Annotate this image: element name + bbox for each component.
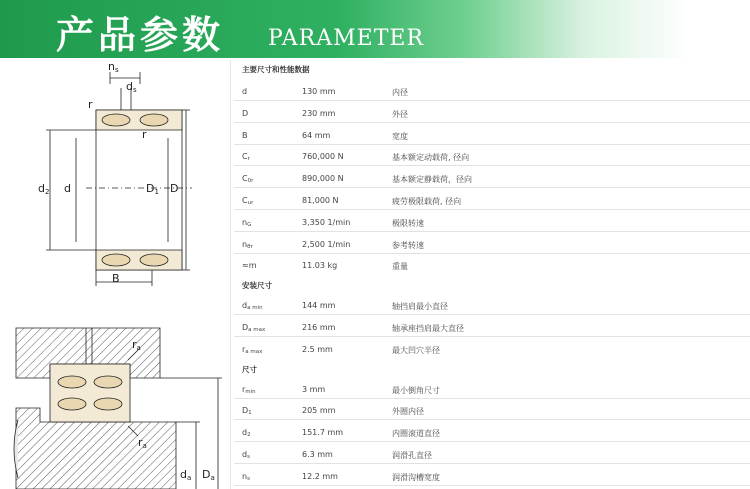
param-value: 205 mm: [302, 406, 336, 416]
table-row: [234, 443, 750, 464]
table-row: [234, 211, 750, 232]
param-symbol: $d_2$: [242, 428, 251, 439]
param-symbol: $C_{ur}$: [242, 196, 254, 206]
table-row: [234, 399, 750, 420]
label-d2: d2: [38, 182, 50, 196]
param-description: 外径: [392, 109, 408, 119]
section-title: 尺寸: [242, 364, 257, 374]
table-row: [234, 80, 750, 101]
param-symbol: $D_1$: [242, 406, 252, 417]
param-description: 内径: [392, 88, 408, 97]
param-value: 11.03 kg: [302, 261, 338, 271]
param-symbol: $d_{a min}$: [242, 301, 263, 312]
label-Da: Da: [202, 468, 215, 482]
table-row: [234, 102, 750, 123]
label-ds: ds: [126, 80, 137, 94]
param-value: 2,500 1/min: [302, 239, 351, 249]
param-symbol: $r_{a max}$: [242, 344, 263, 355]
param-value: 890,000 N: [302, 174, 344, 184]
table-row: [234, 338, 750, 359]
table-row: [234, 167, 750, 188]
param-description: 基本额定静载荷，径向: [392, 175, 472, 185]
param-symbol: $C_r$: [242, 152, 250, 163]
param-description: 润滑孔直径: [392, 451, 432, 460]
header-banner: [0, 0, 750, 58]
label-da: da: [180, 468, 192, 482]
table-row: [234, 124, 750, 145]
section-title: 安装尺寸: [242, 281, 272, 291]
param-value: 130 mm: [302, 87, 336, 96]
param-value: 64 mm: [302, 130, 331, 140]
param-symbol: $n_s$: [242, 471, 250, 482]
param-description: 外圈内径: [392, 407, 424, 417]
table-row: [234, 189, 750, 210]
page-subtitle: PARAMETER: [268, 26, 425, 51]
label-D: D: [170, 182, 179, 195]
param-value: 3 mm: [302, 384, 326, 394]
param-description: 宽度: [392, 131, 408, 141]
param-description: 基本额定动载荷, 径向: [392, 153, 470, 163]
param-symbol: $n_{\theta r}$: [242, 239, 253, 250]
param-symbol: $D_{a max}$: [242, 323, 266, 333]
param-symbol: D: [242, 108, 249, 118]
param-symbol: $r_{min}$: [242, 384, 256, 395]
label-r-top: r: [88, 98, 93, 111]
param-value: 760,000 N: [302, 152, 344, 162]
table-row: [234, 316, 750, 337]
param-description: 参考转速: [392, 240, 424, 250]
table-row: [234, 421, 750, 442]
param-description: 轴承座挡肩最大直径: [392, 324, 464, 333]
param-symbol: B: [242, 130, 248, 140]
section-title: 主要尺寸和性能数据: [242, 65, 310, 74]
param-description: 极限转速: [392, 218, 424, 228]
param-symbol: ≈m: [242, 261, 257, 271]
label-ns: ns: [108, 60, 119, 74]
table-row: [234, 378, 750, 399]
table-row: [234, 233, 750, 254]
param-value: 3,350 1/min: [302, 217, 351, 227]
param-description: 疲劳极限载荷, 径向: [392, 197, 462, 206]
table-row: [234, 465, 750, 486]
label-r-side: r: [142, 128, 147, 141]
page-title: 产品参数: [56, 13, 225, 57]
label-ra-top: ra: [132, 338, 141, 352]
param-value: 144 mm: [302, 301, 336, 311]
param-symbol: $n_G$: [242, 217, 252, 228]
param-value: 216 mm: [302, 323, 336, 332]
param-description: 润滑沟槽宽度: [392, 472, 440, 482]
param-description: 最大凹穴半径: [392, 345, 440, 355]
table-row: [234, 145, 750, 166]
param-symbol: d: [242, 87, 248, 96]
param-value: 230 mm: [302, 108, 336, 118]
label-ra-bottom: ra: [138, 436, 147, 450]
label-D1: D1: [146, 182, 159, 196]
param-value: 2.5 mm: [302, 344, 333, 354]
param-symbol: $d_s$: [242, 450, 250, 460]
divider: [230, 60, 231, 489]
label-d: d: [64, 182, 71, 195]
table-row: [234, 254, 750, 275]
param-description: 内圈滚道直径: [392, 429, 440, 439]
bearing-section-drawing: [30, 58, 230, 290]
param-value: 81,000 N: [302, 196, 339, 205]
table-row: [234, 294, 750, 315]
param-description: 轴挡肩最小直径: [392, 302, 448, 312]
param-value: 6.3 mm: [302, 450, 333, 459]
param-description: 最小倒角尺寸: [392, 385, 440, 395]
label-B: B: [112, 272, 120, 285]
param-value: 151.7 mm: [302, 428, 344, 438]
param-description: 重量: [392, 262, 408, 272]
param-symbol: $C_{0r}$: [242, 174, 254, 185]
param-value: 12.2 mm: [302, 471, 338, 481]
mounting-drawing: [0, 318, 230, 489]
